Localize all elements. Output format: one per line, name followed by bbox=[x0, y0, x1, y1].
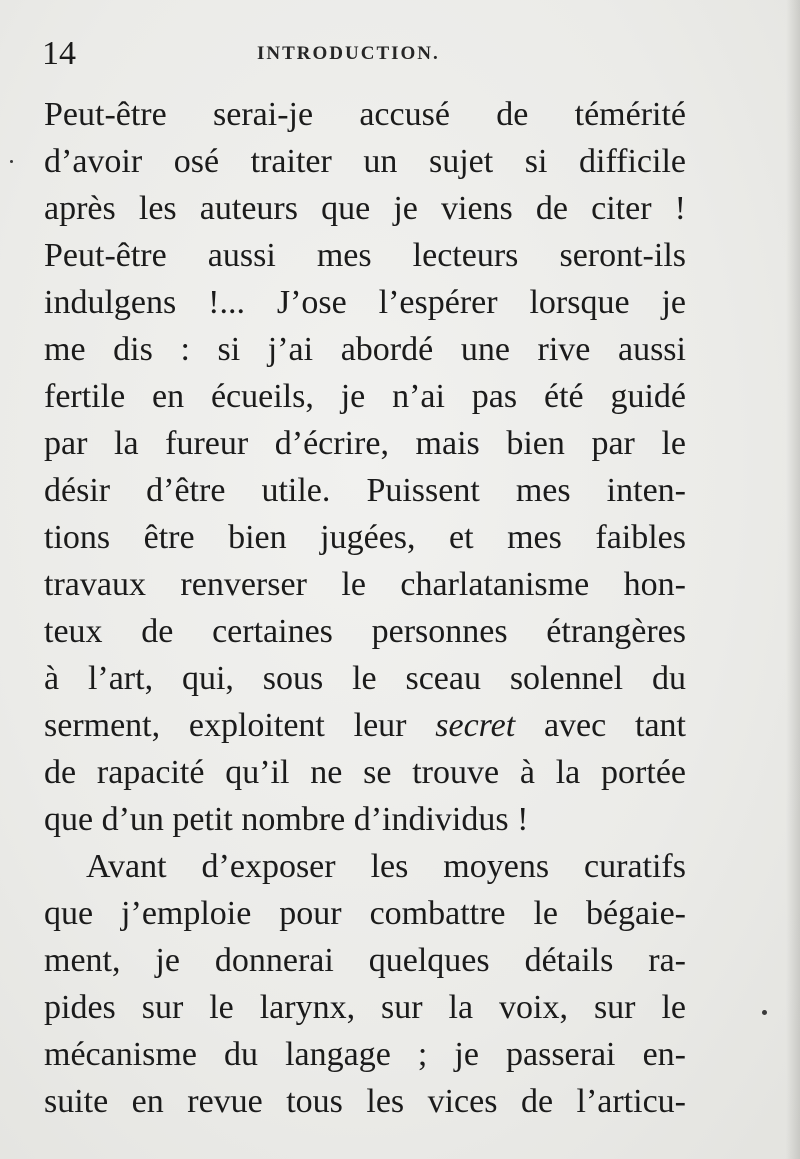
text-line: indulgens !... J’ose l’espérer lorsque je bbox=[44, 284, 686, 321]
text-line: mécanisme du langage ; je passerai en- bbox=[44, 1036, 686, 1073]
text-line: à l’art, qui, sous le sceau solennel du bbox=[44, 660, 686, 697]
text-line-with-italic bbox=[44, 702, 686, 749]
text-line: tions être bien jugées, et mes faibles bbox=[44, 519, 686, 556]
text-line: d’avoir osé traiter un sujet si difficile bbox=[44, 143, 686, 180]
text-line: fertile en écueils, je n’ai pas été guidé bbox=[44, 378, 686, 415]
ink-speck bbox=[10, 160, 13, 163]
page-edge-shadow bbox=[786, 0, 800, 1159]
text-run: serment, exploitent leur bbox=[44, 707, 436, 744]
italic-word: secret bbox=[435, 707, 516, 744]
text-line: par la fureur d’écrire, mais bien par le bbox=[44, 425, 686, 462]
text-line: de rapacité qu’il ne se trouve à la portée bbox=[44, 754, 686, 791]
page-header bbox=[42, 30, 682, 80]
page-number: 14 bbox=[42, 35, 76, 72]
text-line: suite en revue tous les vices de l’articu- bbox=[44, 1083, 686, 1120]
text-body bbox=[44, 91, 686, 1125]
text-line: travaux renverser le charlatanisme hon- bbox=[44, 566, 686, 603]
text-line: que d’un petit nombre d’individus ! bbox=[44, 801, 529, 838]
text-line: que j’emploie pour combattre le bégaie- bbox=[44, 895, 686, 932]
running-head: INTRODUCTION. bbox=[257, 43, 440, 64]
text-run: avec tant bbox=[515, 707, 686, 744]
text-line: désir d’être utile. Puissent mes inten- bbox=[44, 472, 686, 509]
paragraph-1 bbox=[44, 91, 686, 843]
text-line: pides sur le larynx, sur la voix, sur le bbox=[44, 989, 686, 1026]
text-line: Peut-être serai-je accusé de témérité bbox=[44, 96, 686, 133]
text-line: Avant d’exposer les moyens curatifs bbox=[86, 848, 686, 885]
text-line: teux de certaines personnes étrangères bbox=[44, 613, 686, 650]
ink-speck bbox=[762, 1010, 767, 1015]
paragraph-2 bbox=[44, 843, 686, 1125]
text-line: me dis : si j’ai abordé une rive aussi bbox=[44, 331, 686, 368]
text-line: ment, je donnerai quelques détails ra- bbox=[44, 942, 686, 979]
text-line: Peut-être aussi mes lecteurs seront-ils bbox=[44, 237, 686, 274]
text-line: après les auteurs que je viens de citer ! bbox=[44, 190, 686, 227]
